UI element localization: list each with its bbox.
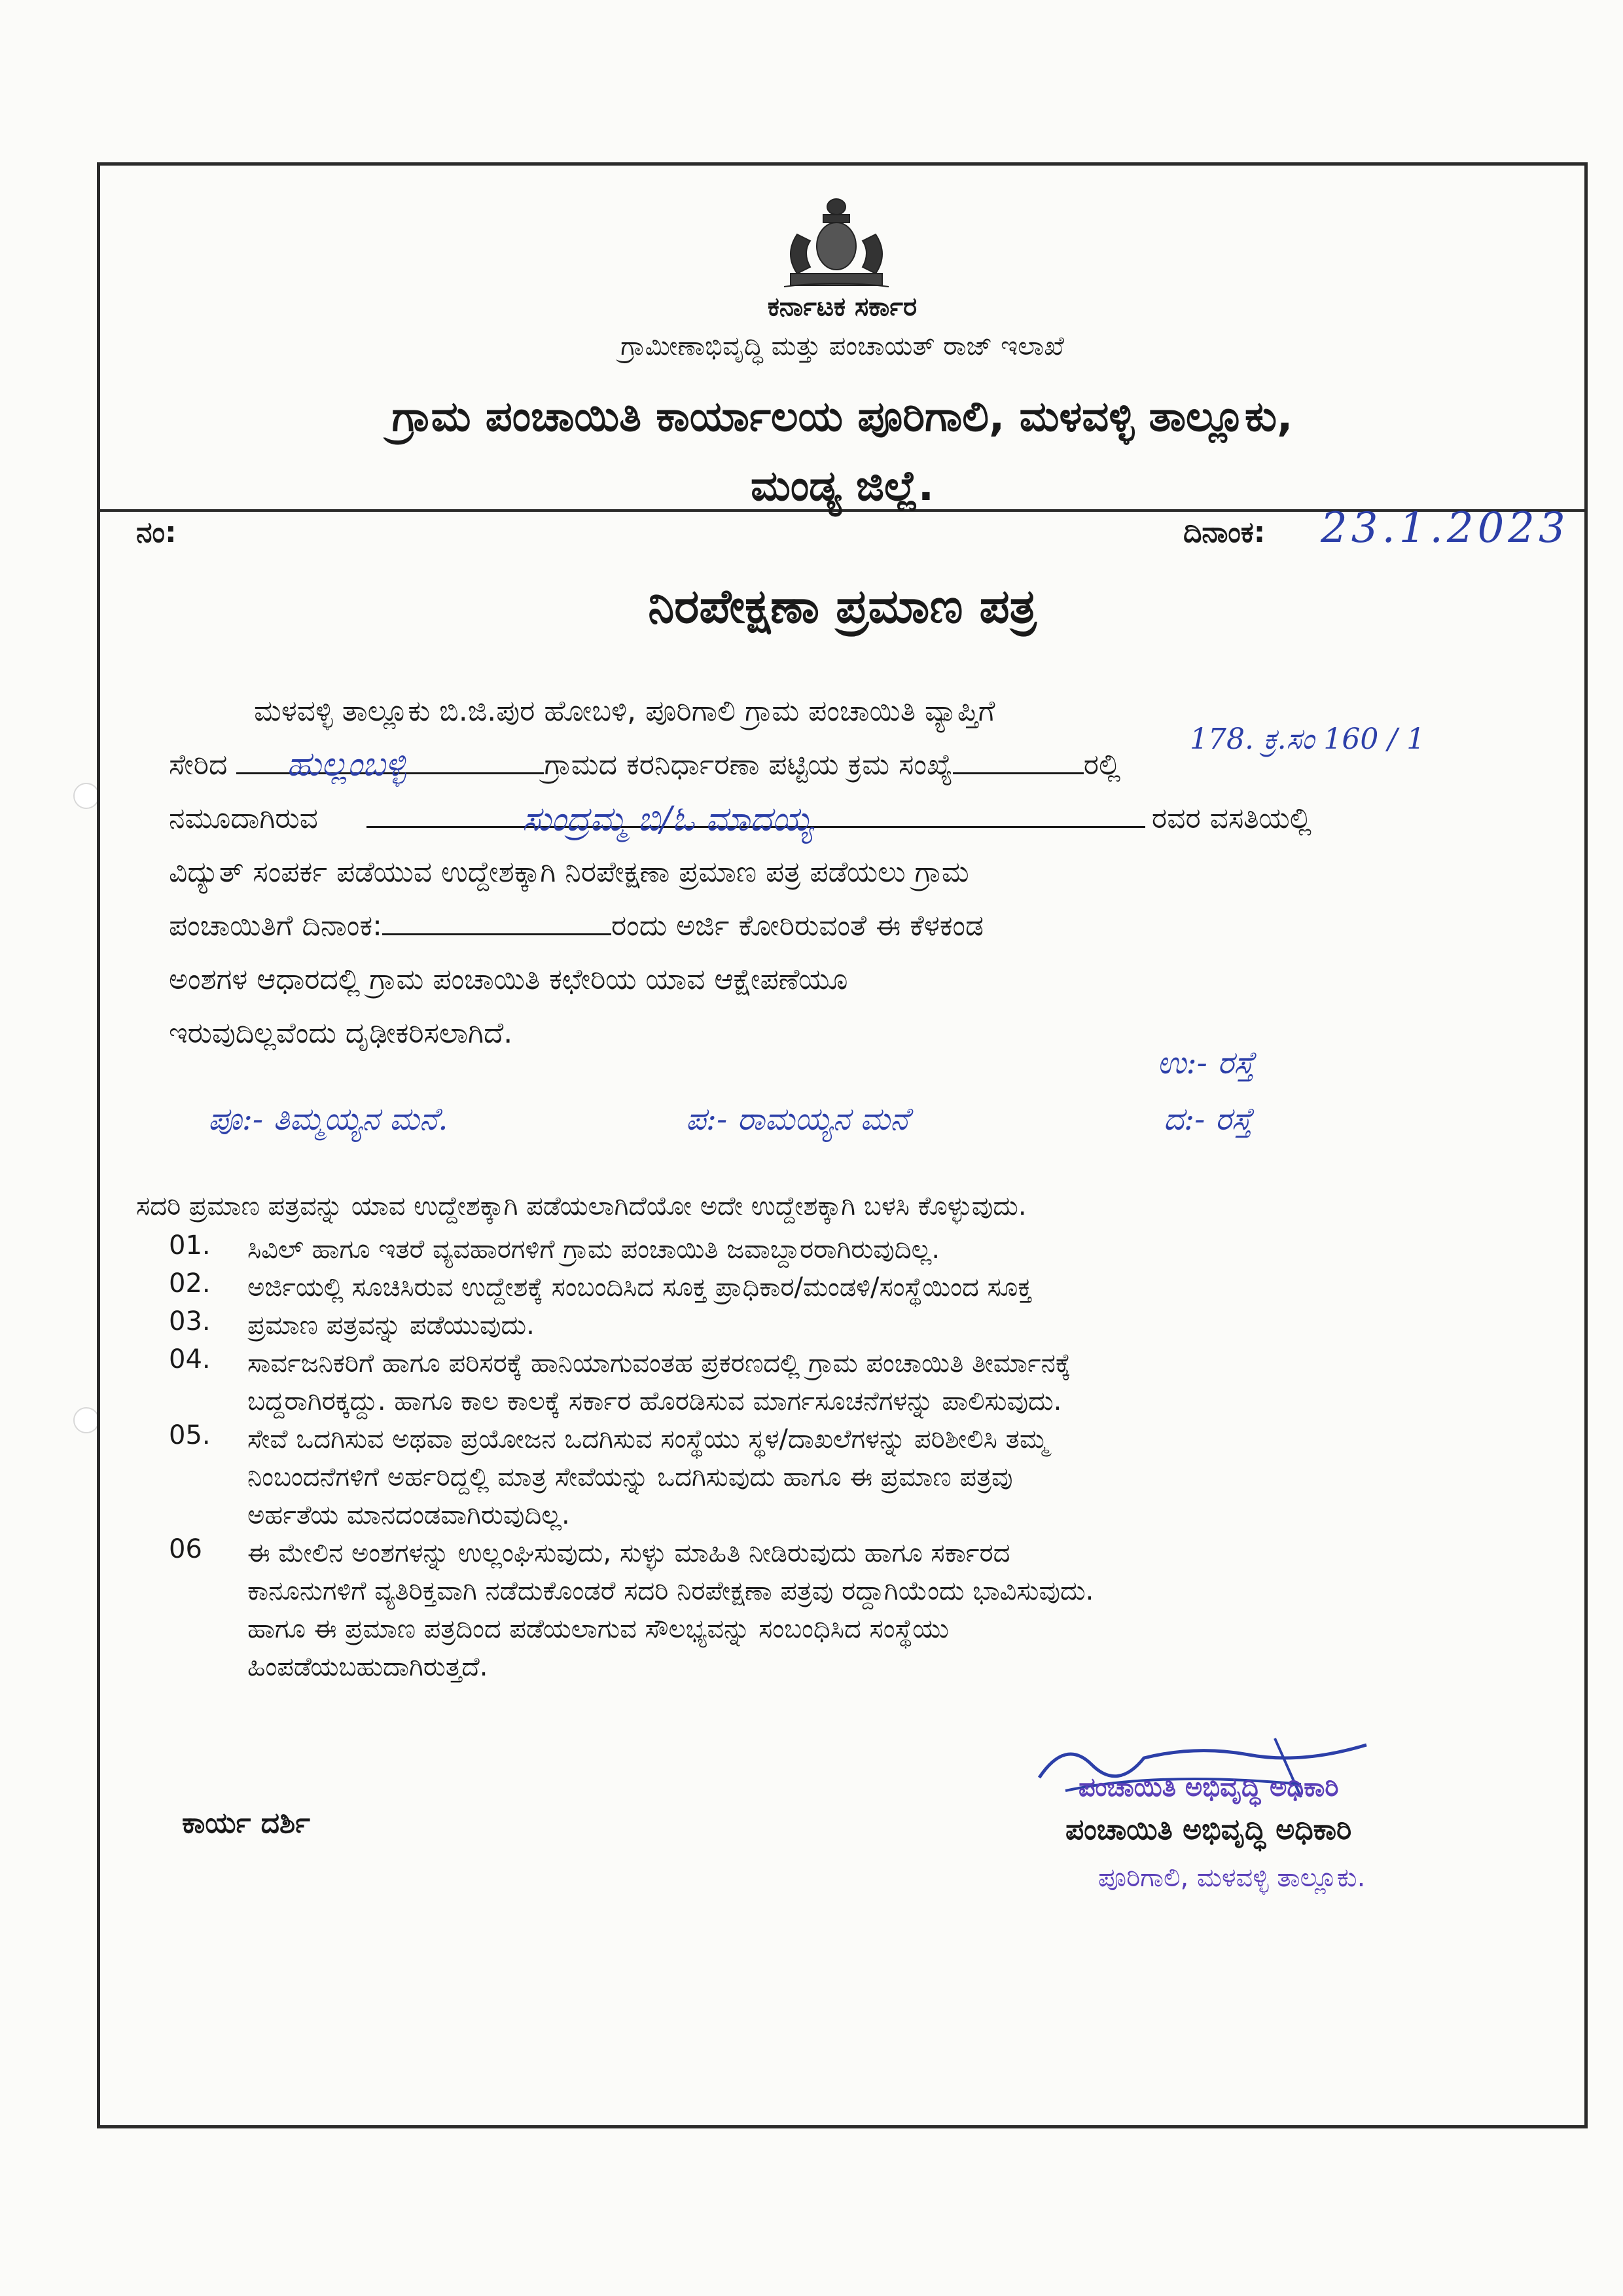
condition-text — [247, 1268, 1555, 1306]
condition-line: ಈ ಮೇಲಿನ ಅಂಶಗಳನ್ನು ಉಲ್ಲಂಘಿಸುವುದು, ಸುಳ್ಳು ಮಾಹಿತಿ ನೀಡಿರುವುದು ಹಾಗೂ ಸರ್ಕಾರದ — [247, 1538, 1010, 1568]
office-name-line2: ಮಂಡ್ಯ ಜಿಲ್ಲೆ. — [750, 462, 935, 511]
handwritten-boundary-west: ಪ:- ರಾಮಯ್ಯನ ಮನೆ — [686, 1101, 909, 1138]
condition-item — [169, 1420, 1555, 1534]
handwritten-boundary-south: ದ:- ರಸ್ತೆ — [1164, 1101, 1253, 1138]
condition-line: ಹಿಂಪಡೆಯಬಹುದಾಗಿರುತ್ತದೆ. — [247, 1652, 488, 1682]
certificate-border — [97, 162, 1588, 2128]
condition-line: ಕಾನೂನುಗಳಿಗೆ ವ್ಯತಿರಿಕ್ತವಾಗಿ ನಡೆದುಕೊಂಡರೆ ಸದರಿ ನಿರಪೇಕ್ಷಣಾ ಪತ್ರವು ರದ್ದಾಗಿಯೆಂದು ಭಾವಿಸುವುದು. — [247, 1576, 1094, 1606]
condition-text — [247, 1344, 1555, 1420]
body-line-3: ನಮೂದಾಗಿರುವ ರವರ ವಸತಿಯಲ್ಲಿ — [169, 802, 1312, 835]
condition-line: ಹಾಗೂ ಈ ಪ್ರಮಾಣ ಪತ್ರದಿಂದ ಪಡೆಯಲಾಗುವ ಸೌಲಭ್ಯವನ್ನು ಸಂಬಂಧಿಸಿದ ಸಂಸ್ಥೆಯು — [247, 1614, 949, 1644]
stamp-place: ಪೂರಿಗಾಲಿ, ಮಳವಳ್ಳಿ ತಾಲ್ಲೂಕು. — [1098, 1863, 1366, 1893]
punch-hole-top — [73, 783, 99, 809]
condition-line: ಬದ್ದರಾಗಿರಕ್ಕದ್ದು. ಹಾಗೂ ಕಾಲ ಕಾಲಕ್ಕೆ ಸರ್ಕಾರ ಹೊರಡಿಸುವ ಮಾರ್ಗಸೂಚನೆಗಳನ್ನು ಪಾಲಿಸುವುದು. — [247, 1386, 1062, 1416]
condition-item — [169, 1230, 1555, 1268]
department-name: ಗ್ರಾಮೀಣಾಭಿವೃದ್ಧಿ ಮತ್ತು ಪಂಚಾಯತ್ ರಾಜ್ ಇಲಾಖೆ — [620, 331, 1064, 361]
body-line-6: ಅಂಶಗಳ ಆಧಾರದಲ್ಲಿ ಗ್ರಾಮ ಪಂಚಾಯಿತಿ ಕಛೇರಿಯ ಯಾವ ಆಕ್ಷೇಪಣೆಯೂ — [169, 963, 848, 996]
body-line-4: ವಿದ್ಯುತ್ ಸಂಪರ್ಕ ಪಡೆಯುವ ಉದ್ದೇಶಕ್ಕಾಗಿ ನಿರಪೇಕ್ಷಣಾ ಪ್ರಮಾಣ ಪತ್ರ ಪಡೆಯಲು ಗ್ರಾಮ — [169, 855, 969, 889]
condition-item — [169, 1534, 1555, 1686]
certificate-title: ನಿರಪೇಕ್ಷಣಾ ಪ್ರಮಾಣ ಪತ್ರ — [648, 579, 1037, 634]
office-name-line1: ಗ್ರಾಮ ಪಂಚಾಯಿತಿ ಕಾರ್ಯಾಲಯ ಪೂರಿಗಾಲಿ, ಮಳವಳ್ಳಿ ತಾಲ್ಲೂಕು, — [391, 393, 1293, 441]
punch-hole-bottom — [73, 1407, 99, 1433]
officer-label: ಪಂಚಾಯಿತಿ ಅಭಿವೃದ್ಧಿ ಅಧಿಕಾರಿ — [1065, 1813, 1352, 1846]
condition-text — [247, 1534, 1555, 1686]
condition-line: ಅರ್ಹತೆಯ ಮಾನದಂಡವಾಗಿರುವುದಿಲ್ಲ. — [247, 1500, 570, 1530]
handwritten-serial-number: 178. ಕ್ರ.ಸಂ 160 / 1 — [1190, 723, 1425, 756]
condition-line: ನಿಂಬಂದನೆಗಳಿಗೆ ಅರ್ಹರಿದ್ದಲ್ಲಿ ಮಾತ್ರ ಸೇವೆಯನ್ನು ಒದಗಿಸುವುದು ಹಾಗೂ ಈ ಪ್ರಮಾಣ ಪತ್ರವು — [247, 1462, 1013, 1492]
condition-line: ಸಿವಿಲ್ ಹಾಗೂ ಇತರೆ ವ್ಯವಹಾರಗಳಿಗೆ ಗ್ರಾಮ ಪಂಚಾಯಿತಿ ಜವಾಬ್ದಾರರಾಗಿರುವುದಿಲ್ಲ. — [247, 1234, 940, 1265]
karnataka-emblem-icon — [771, 195, 902, 293]
handwritten-boundary-north: ಉ:- ರಸ್ತೆ — [1157, 1045, 1255, 1081]
condition-item — [169, 1344, 1555, 1420]
application-date-blank — [382, 933, 611, 935]
body-line-7: ಇರುವುದಿಲ್ಲವೆಂದು ದೃಢೀಕರಿಸಲಾಗಿದೆ. — [169, 1016, 513, 1050]
handwritten-applicant-name: ಸುಂದ್ರಮ್ಮ ಬಿ/ಓ ಮಾದಯ್ಯ — [522, 800, 813, 839]
secretary-label: ಕಾರ್ಯ ದರ್ಶಿ — [182, 1806, 310, 1840]
condition-line: ಸಾರ್ವಜನಿಕರಿಗೆ ಹಾಗೂ ಪರಿಸರಕ್ಕೆ ಹಾನಿಯಾಗುವಂತಹ ಪ್ರಕರಣದಲ್ಲಿ ಗ್ರಾಮ ಪಂಚಾಯಿತಿ ತೀರ್ಮಾನಕ್ಕೆ — [247, 1348, 1071, 1378]
condition-number: 02. — [169, 1268, 211, 1299]
date-value: 23.1.2023 — [1321, 504, 1569, 552]
condition-text — [247, 1420, 1555, 1534]
date-label: ದಿನಾಂಕ: — [1183, 516, 1266, 549]
condition-item — [169, 1268, 1555, 1306]
handwritten-boundary-east: ಪೂ:- ತಿಮ್ಮಯ್ಯನ ಮನೆ. — [208, 1101, 448, 1138]
government-name: ಕರ್ನಾಟಕ ಸರ್ಕಾರ — [767, 292, 918, 322]
condition-number: 04. — [169, 1344, 211, 1374]
condition-number: 06 — [169, 1534, 202, 1564]
usage-note: ಸದರಿ ಪ್ರಮಾಣ ಪತ್ರವನ್ನು ಯಾವ ಉದ್ದೇಶಕ್ಕಾಗಿ ಪಡೆಯಲಾಗಿದೆಯೋ ಅದೇ ಉದ್ದೇಶಕ್ಕಾಗಿ ಬಳಸಿ ಕೊಳ್ಳುವುದು. — [136, 1191, 1027, 1221]
condition-text — [247, 1230, 1555, 1268]
condition-line: ಸೇವೆ ಒದಗಿಸುವ ಅಥವಾ ಪ್ರಯೋಜನ ಒದಗಿಸುವ ಸಂಸ್ಥೆಯು ಸ್ಥಳ/ದಾಖಲೆಗಳನ್ನು ಪರಿಶೀಲಿಸಿ ತಮ್ಮ — [247, 1424, 1048, 1454]
condition-text — [247, 1306, 1555, 1344]
officer-stamp-title: ಪಂಚಾಯಿತಿ ಅಭಿವೃದ್ಧಿ ಅಧಿಕಾರಿ — [1079, 1772, 1339, 1803]
condition-line: ಅರ್ಜಿಯಲ್ಲಿ ಸೂಚಿಸಿರುವ ಉದ್ದೇಶಕ್ಕೆ ಸಂಬಂದಿಸಿದ ಸೂಕ್ತ ಪ್ರಾಧಿಕಾರ/ಮಂಡಳಿ/ಸಂಸ್ಥೆಯಿಂದ ಸೂಕ್ತ — [247, 1272, 1032, 1302]
body-line-5: ಪಂಚಾಯಿತಿಗೆ ದಿನಾಂಕ: ರಂದು ಅರ್ಜಿ ಕೋರಿರುವಂತೆ ಈ ಕೆಳಕಂಡ — [169, 909, 984, 942]
handwritten-village: ಹುಲ್ಲಂಬಳ್ಳಿ — [287, 745, 406, 784]
conditions-list — [169, 1230, 1555, 1686]
condition-number: 03. — [169, 1306, 211, 1336]
condition-line: ಪ್ರಮಾಣ ಪತ್ರವನ್ನು ಪಡೆಯುವುದು. — [247, 1310, 535, 1340]
condition-number: 05. — [169, 1420, 211, 1450]
condition-number: 01. — [169, 1230, 211, 1261]
serial-blank — [953, 772, 1084, 774]
condition-item — [169, 1306, 1555, 1344]
body-line-1: ಮಳವಳ್ಳಿ ತಾಲ್ಲೂಕು ಬಿ.ಜಿ.ಪುರ ಹೋಬಳಿ, ಪೂರಿಗಾಲಿ ಗ್ರಾಮ ಪಂಚಾಯಿತಿ ವ್ಯಾಪ್ತಿಗೆ — [254, 694, 995, 728]
body-line-2: ಸೇರಿದ ಗ್ರಾಮದ ಕರನಿರ್ಧಾರಣಾ ಪಟ್ಟಿಯ ಕ್ರಮ ಸಂಖ್ಯೆ ರಲ್ಲಿ — [169, 748, 1121, 781]
number-label: ನಂ: — [136, 516, 177, 549]
